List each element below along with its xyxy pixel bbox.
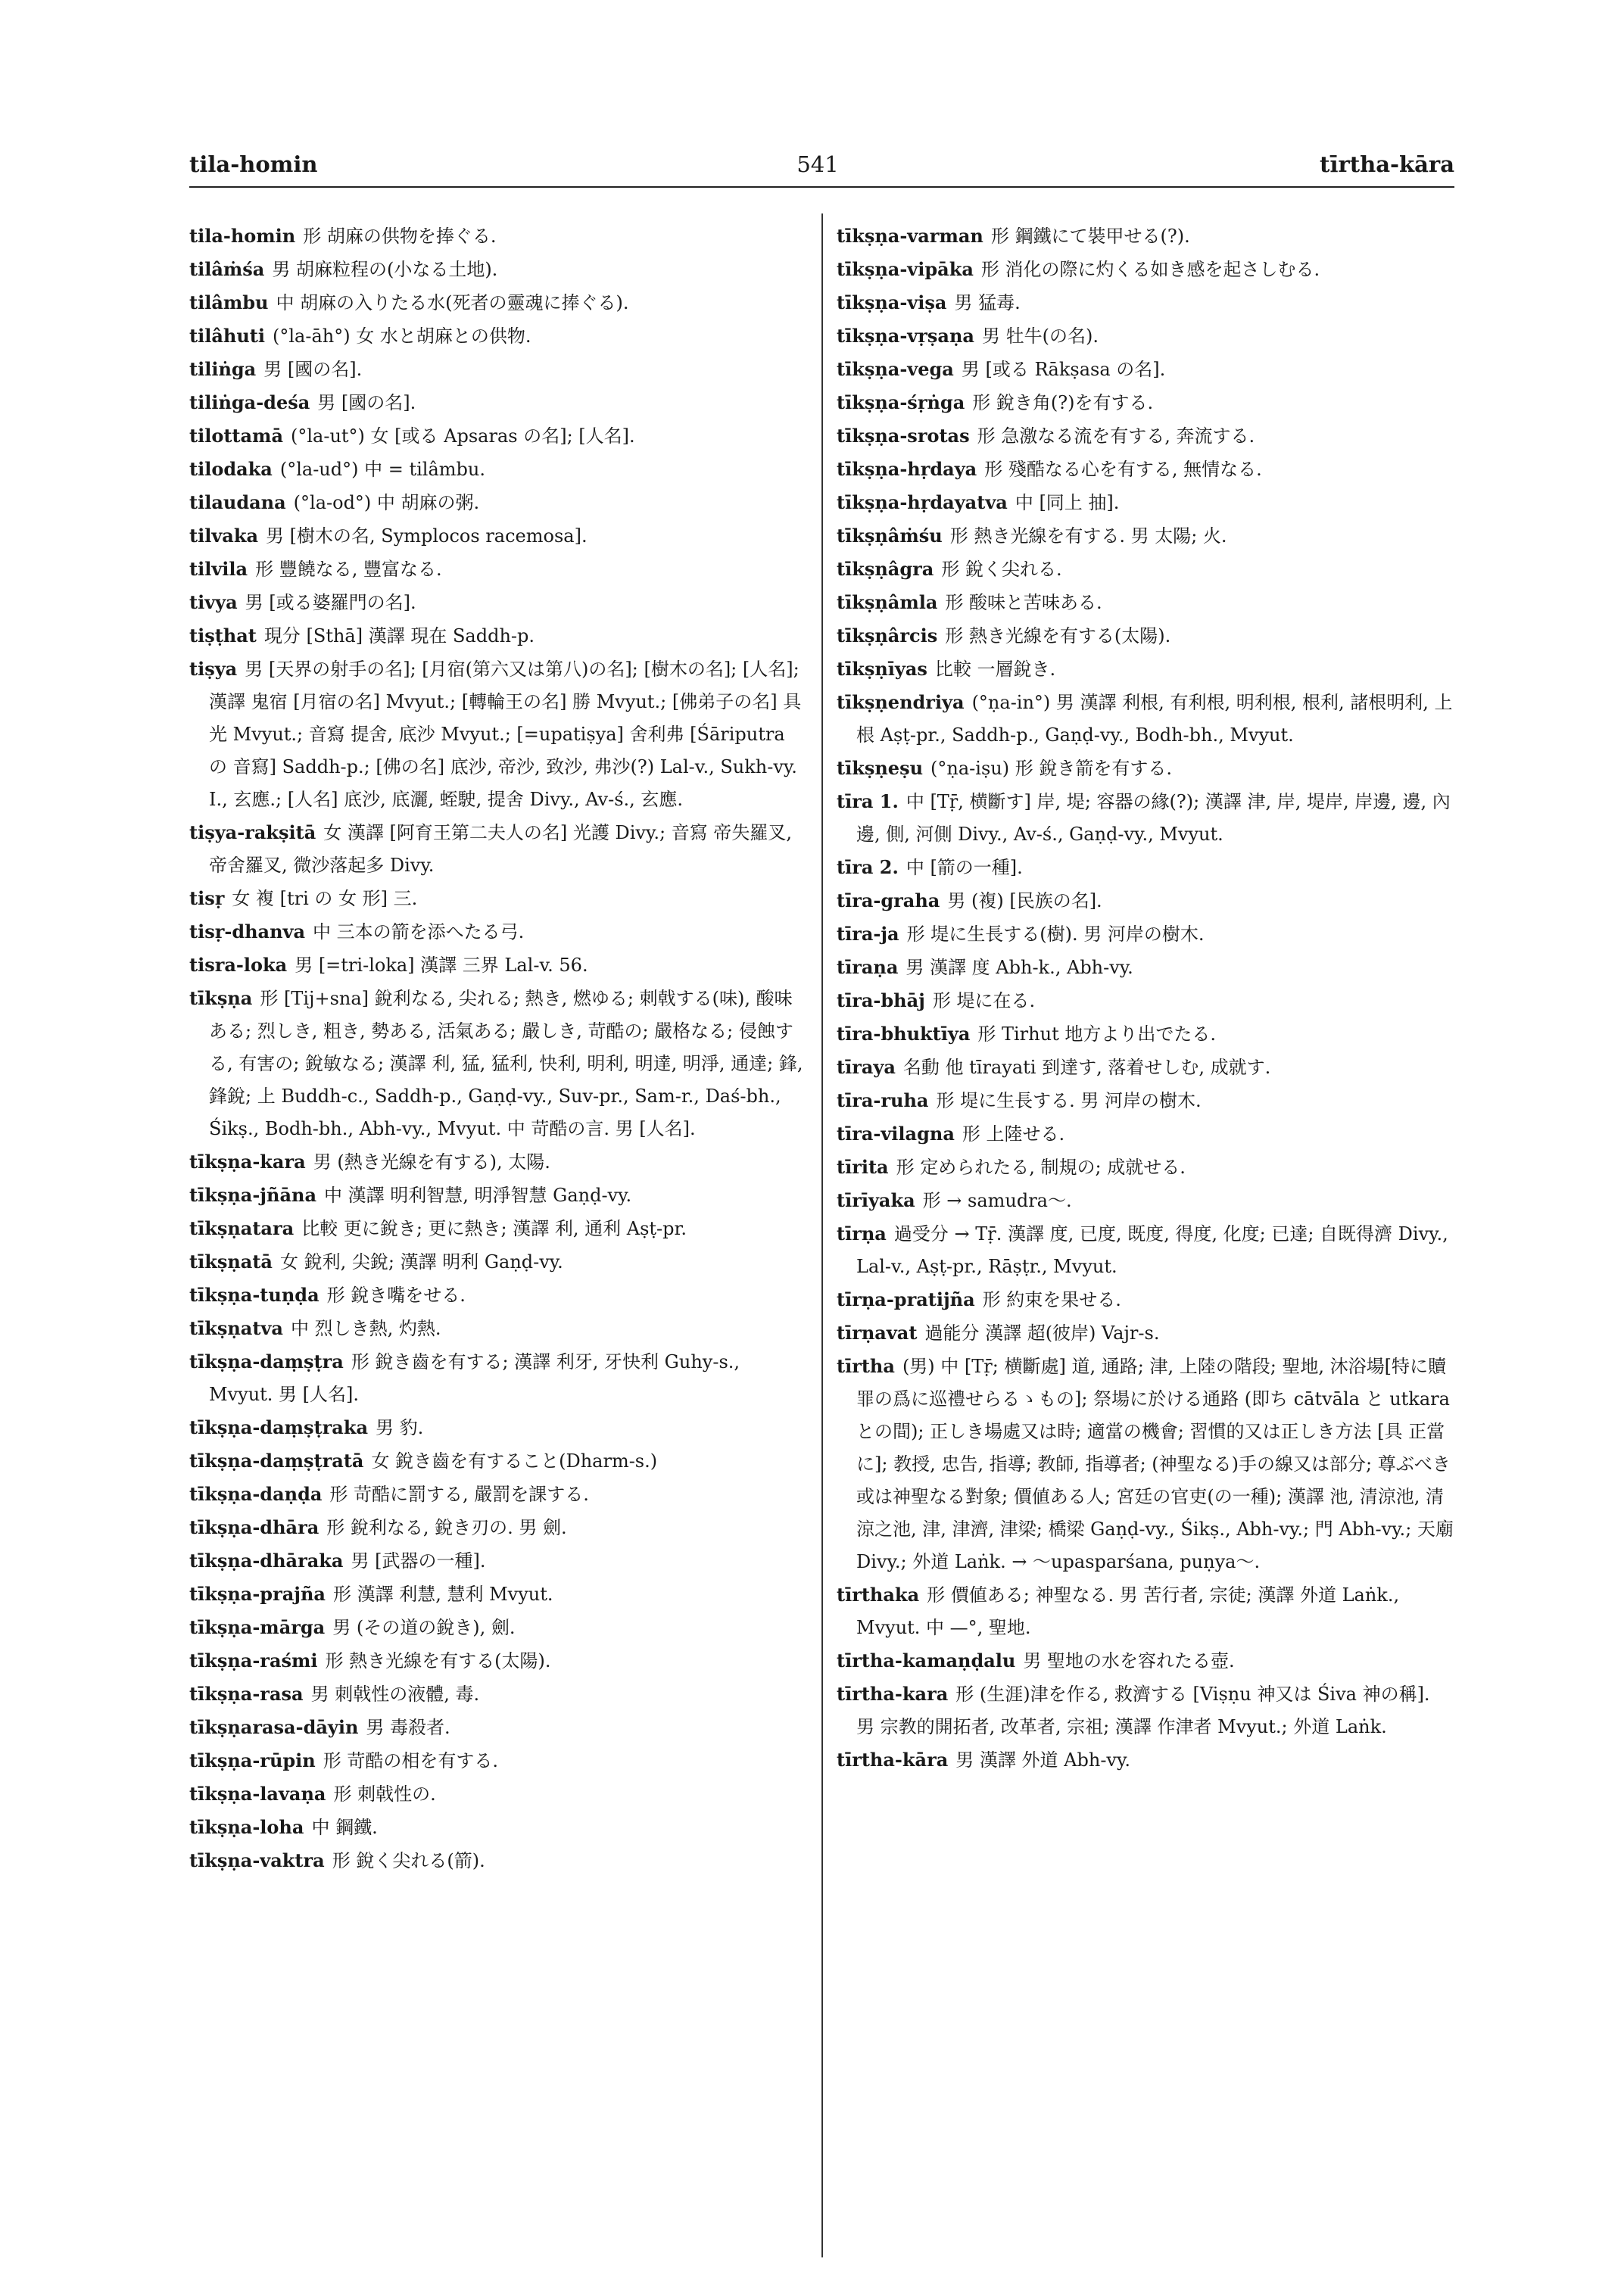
dictionary-entry bbox=[837, 1316, 1454, 1350]
entry-headword: tīkṣṇa-mārga bbox=[189, 1616, 326, 1638]
entry-definition: 男 [國の名]. bbox=[317, 392, 416, 413]
entry-headword: tīkṣṇa-dhāra bbox=[189, 1516, 320, 1538]
entry-definition: 女 銳き齒を有すること(Dharm-s.) bbox=[371, 1450, 658, 1472]
entry-definition: 形 殘酷なる心を有する, 無情なる. bbox=[984, 459, 1262, 480]
dictionary-entry bbox=[837, 220, 1454, 253]
dictionary-entry bbox=[837, 453, 1454, 486]
dictionary-entry bbox=[189, 319, 806, 353]
dictionary-entry bbox=[189, 486, 806, 519]
dictionary-entry bbox=[189, 419, 806, 453]
dictionary-entry bbox=[837, 619, 1454, 653]
entry-headword: tīkṣṇa-hṛdaya bbox=[837, 458, 977, 480]
entry-definition: 過受分 → Tṝ. 漢譯 度, 已度, 既度, 得度, 化度; 已達; 自既得濟 Divy., Lal-v., Aṣṭ-pr., Rāṣṭr., Mvyut. bbox=[856, 1223, 1448, 1277]
entry-headword: tīkṣṇa bbox=[189, 987, 253, 1009]
dictionary-entry bbox=[189, 1345, 806, 1411]
entry-headword: tīra 1. bbox=[837, 790, 899, 812]
entry-definition: 男 (その道の銳き), 劍. bbox=[332, 1617, 516, 1638]
entry-headword: tīkṣṇa-prajña bbox=[189, 1583, 326, 1605]
entry-headword: tīrtha-kara bbox=[837, 1683, 949, 1705]
dictionary-entry bbox=[837, 1283, 1454, 1316]
entry-definition: 形 銳く尖れる. bbox=[941, 559, 1062, 580]
entry-headword: tīraṇa bbox=[837, 956, 899, 978]
entry-headword: tilodaka bbox=[189, 458, 273, 480]
dictionary-entry bbox=[189, 353, 806, 386]
dictionary-entry bbox=[837, 653, 1454, 686]
entry-definition: 中 [同上 抽]. bbox=[1015, 492, 1120, 513]
header-rule bbox=[189, 186, 1454, 188]
entry-headword: tīkṣṇa-varman bbox=[837, 225, 983, 247]
entry-definition: 女 銳利, 尖銳; 漢譯 明利 Gaṇḍ-vy. bbox=[279, 1251, 563, 1273]
entry-definition: 中 漢譯 明利智慧, 明淨智慧 Gaṇḍ-vy. bbox=[324, 1185, 632, 1206]
dictionary-entry bbox=[189, 1279, 806, 1312]
entry-headword: tīkṣṇa-daṃṣṭra bbox=[189, 1351, 344, 1372]
entry-definition: 比較 更に銳き; 更に熱き; 漢譯 利, 通利 Aṣṭ-pr. bbox=[301, 1218, 687, 1239]
entry-definition: 形 消化の際に灼くる如き感を起さしむる. bbox=[980, 259, 1320, 280]
entry-definition: 男 猛毒. bbox=[954, 292, 1021, 313]
entry-definition: 形 Tirhut 地方より出でたる. bbox=[977, 1023, 1216, 1045]
entry-headword: tiṣṭhat bbox=[189, 625, 257, 646]
entry-definition: 形 熱き光線を有する(太陽). bbox=[325, 1650, 551, 1671]
entry-headword: tīkṣṇa-tuṇḍa bbox=[189, 1284, 320, 1306]
dictionary-entry bbox=[189, 1644, 806, 1678]
entry-headword: tīkṣṇa-lavaṇa bbox=[189, 1783, 326, 1805]
entry-definition: 形 堤に在る. bbox=[932, 990, 1036, 1011]
entry-headword: tīkṣṇa-dhāraka bbox=[189, 1550, 344, 1572]
dictionary-entry bbox=[837, 1217, 1454, 1283]
entry-definition: 現分 [Sthā] 漢譯 現在 Saddh-p. bbox=[263, 625, 535, 646]
entry-definition: 中 [箭の一種]. bbox=[906, 857, 1023, 878]
entry-headword: tīkṣṇâgra bbox=[837, 558, 934, 580]
entry-definition: 形 堤に生長する(樹). 男 河岸の樹木. bbox=[906, 924, 1205, 945]
dictionary-entry bbox=[189, 949, 806, 982]
entry-headword: tilvaka bbox=[189, 525, 258, 547]
dictionary-entry bbox=[189, 1711, 806, 1744]
entry-headword: tīkṣṇīyas bbox=[837, 658, 927, 680]
dictionary-entry bbox=[837, 984, 1454, 1017]
dictionary-entry bbox=[837, 918, 1454, 951]
entry-definition: 男 豹. bbox=[376, 1417, 424, 1438]
entry-headword: tīkṣṇarasa-dāyin bbox=[189, 1716, 359, 1738]
dictionary-entry bbox=[837, 884, 1454, 918]
entry-headword: tīkṣṇa-hṛdayatva bbox=[837, 491, 1008, 513]
dictionary-entry bbox=[837, 319, 1454, 353]
dictionary-entry bbox=[189, 253, 806, 286]
entry-definition: 形 苛酷に罰する, 嚴罰を課する. bbox=[329, 1484, 589, 1505]
entry-definition: 形 約束を果せる. bbox=[982, 1289, 1121, 1310]
entry-definition: (°ṇa-iṣu) 形 銳き箭を有する. bbox=[930, 758, 1172, 779]
entry-definition: 形 銳く尖れる(箭). bbox=[332, 1850, 485, 1871]
entry-headword: tīra-bhuktīya bbox=[837, 1023, 971, 1045]
entry-definition: 男 [或る婆羅門の名]. bbox=[245, 592, 416, 613]
entry-headword: tīra 2. bbox=[837, 856, 899, 878]
entry-headword: tīkṣṇa-vega bbox=[837, 358, 954, 380]
entry-definition: 男 (複) [民族の名]. bbox=[947, 890, 1102, 911]
entry-definition: 比較 一層銳き. bbox=[934, 659, 1056, 680]
dictionary-entry bbox=[837, 1184, 1454, 1217]
entry-definition: 過能分 漢譯 超(彼岸) Vajr-s. bbox=[924, 1323, 1160, 1344]
entry-headword: tiliṅga bbox=[189, 358, 257, 380]
entry-definition: 中 烈しき熱, 灼熱. bbox=[290, 1318, 441, 1339]
entry-definition: 形 銳き齒を有する; 漢譯 利牙, 牙快利 Guhy-s., Mvyut. 男 [人名]. bbox=[209, 1351, 740, 1405]
entry-headword: tīkṣṇa-vṛṣaṇa bbox=[837, 325, 974, 347]
entry-definition: 形 堤に生長する. 男 河岸の樹木. bbox=[936, 1090, 1202, 1111]
running-head-right: tīrtha-kāra bbox=[1320, 151, 1454, 177]
entry-headword: tīra-bhāj bbox=[837, 989, 925, 1011]
entry-headword: tisṛ bbox=[189, 887, 225, 909]
running-head-left: tila-homin bbox=[189, 151, 318, 177]
dictionary-entry bbox=[837, 1743, 1454, 1777]
dictionary-entry bbox=[189, 1179, 806, 1212]
entry-definition: 形 漢譯 利慧, 慧利 Mvyut. bbox=[332, 1584, 553, 1605]
entry-definition: 男 刺戟性の液體, 毒. bbox=[310, 1684, 480, 1705]
dictionary-entry bbox=[189, 220, 806, 253]
dictionary-entry bbox=[189, 519, 806, 553]
entry-headword: tīrtha-kamaṇḍalu bbox=[837, 1650, 1016, 1671]
dictionary-entry bbox=[837, 1678, 1454, 1743]
entry-headword: tīkṣṇa-kara bbox=[189, 1151, 306, 1173]
entry-headword: tīrtha bbox=[837, 1355, 895, 1377]
entry-headword: tisra-loka bbox=[189, 954, 288, 976]
entry-definition: 男 [或る Rākṣasa の名]. bbox=[961, 359, 1166, 380]
entry-headword: tīkṣṇa-śṛṅga bbox=[837, 391, 965, 413]
entry-headword: tilâmbu bbox=[189, 291, 269, 313]
dictionary-entry bbox=[837, 1644, 1454, 1678]
entry-definition: 女 漢譯 [阿育王第二夫人の名] 光護 Divy.; 音寫 帝失羅叉, 帝舍羅叉, 微沙落起多 Divy. bbox=[209, 822, 792, 876]
dictionary-entry bbox=[837, 586, 1454, 619]
entry-definition: 男 [=tri-loka] 漢譯 三界 Lal-v. 56. bbox=[295, 955, 588, 976]
dictionary-entry bbox=[189, 1212, 806, 1245]
entry-headword: tīra-vilagna bbox=[837, 1123, 955, 1145]
dictionary-entry bbox=[189, 1744, 806, 1777]
entry-headword: tīkṣṇa-raśmi bbox=[189, 1650, 318, 1671]
entry-headword: tiliṅga-deśa bbox=[189, 391, 310, 413]
entry-headword: tīra-ruha bbox=[837, 1089, 929, 1111]
entry-definition: 形 苛酷の相を有する. bbox=[323, 1750, 499, 1771]
entry-headword: tilâṁśa bbox=[189, 258, 265, 280]
entry-definition: (°la-ut°) 女 [或る Apsaras の名]; [人名]. bbox=[291, 425, 635, 447]
dictionary-entry bbox=[189, 553, 806, 586]
entry-headword: tīkṣṇâmla bbox=[837, 591, 938, 613]
entry-headword: tīrthaka bbox=[837, 1584, 920, 1606]
entry-headword: tīra-graha bbox=[837, 889, 940, 911]
entry-definition: (男) 中 [Tṝ; 横斷處] 道, 通路; 津, 上陸の階段; 聖地, 沐浴場[特に贖罪の爲に巡禮せらるゝもの]; 祭場に於ける通路 (即ち cātvāla と utkara との間); 正しき場處又は時; 適當の機會; 習慣的又は正しき方法 [具 正當に]; 教授, 忠告, 指導; 教師, 指導者; (神聖なる)手の線又は部分; 尊ぶべき或は神聖なる對象; 價値ある人; 宮廷の官吏(の一種); 漢譯 池, 清涼池, 清涼之池, 津, 津濟, 津梁; 橋梁 Gaṇḍ-vy., Śikṣ., Abh-vy.; 門 Abh-vy.; 天廟 Divy.; 外道 Laṅk. → 〜upasparśana, puṇya〜. bbox=[856, 1356, 1454, 1572]
dictionary-entry bbox=[189, 286, 806, 319]
dictionary-entry bbox=[189, 653, 806, 816]
dictionary-entry bbox=[189, 1811, 806, 1844]
entry-definition: 男 (熱き光線を有する), 太陽. bbox=[313, 1151, 550, 1173]
entry-definition: 女 複 [tri の 女 形] 三. bbox=[232, 888, 418, 909]
entry-definition: (°la-od°) 中 胡麻の粥. bbox=[293, 492, 480, 513]
entry-headword: tīkṣṇendriya bbox=[837, 691, 965, 713]
entry-definition: 男 [樹木の名, Symplocos racemosa]. bbox=[266, 525, 588, 547]
dictionary-entry bbox=[189, 882, 806, 915]
entry-definition: 男 聖地の水を容れたる壺. bbox=[1023, 1650, 1235, 1671]
dictionary-entry bbox=[189, 1444, 806, 1478]
entry-headword: tīkṣṇa-jñāna bbox=[189, 1184, 316, 1206]
entry-definition: 形 豐饒なる, 豐富なる. bbox=[255, 559, 442, 580]
dictionary-entry bbox=[189, 1245, 806, 1279]
entry-headword: tiṣya-rakṣitā bbox=[189, 821, 316, 843]
entry-headword: tīkṣṇa-daṃṣṭratā bbox=[189, 1450, 364, 1472]
entry-definition: (°la-ud°) 中 = tilâmbu. bbox=[279, 459, 485, 480]
entry-headword: tīkṣṇeṣu bbox=[837, 757, 924, 779]
entry-headword: tīkṣṇa-daṃṣṭraka bbox=[189, 1416, 369, 1438]
dictionary-entry bbox=[189, 982, 806, 1145]
dictionary-entry bbox=[837, 785, 1454, 851]
page-number: 541 bbox=[796, 151, 839, 177]
entry-definition: 形 價値ある; 神聖なる. 男 苦行者, 宗徒; 漢譯 外道 Laṅk., Mvyut. 中 —°, 聖地. bbox=[856, 1584, 1400, 1638]
entry-definition: (°ṇa-in°) 男 漢譯 利根, 有利根, 明利根, 根利, 諸根明利, 上根 Aṣṭ-pr., Saddh-p., Gaṇḍ-vy., Bodh-bh., Mvyut. bbox=[856, 692, 1453, 746]
entry-headword: tilvila bbox=[189, 558, 248, 580]
entry-definition: 中 三本の箭を添へたる弓. bbox=[313, 921, 525, 942]
entry-headword: tīrṇa bbox=[837, 1223, 887, 1245]
entry-definition: 中 胡麻の入りたる水(死者の靈魂に捧ぐる). bbox=[276, 292, 629, 313]
dictionary-entry bbox=[837, 1084, 1454, 1117]
entry-definition: (°la-āh°) 女 水と胡麻との供物. bbox=[272, 326, 531, 347]
dictionary-entry bbox=[837, 286, 1454, 319]
dictionary-entry bbox=[189, 1578, 806, 1611]
dictionary-entry bbox=[837, 386, 1454, 419]
entry-definition: 男 [武器の一種]. bbox=[351, 1550, 486, 1572]
entry-definition: 形 胡麻の供物を捧ぐる. bbox=[303, 226, 497, 247]
right-column bbox=[837, 220, 1454, 1777]
dictionary-entry bbox=[837, 686, 1454, 752]
entry-headword: tīrita bbox=[837, 1156, 889, 1178]
dictionary-entry bbox=[189, 915, 806, 949]
dictionary-entry bbox=[189, 1312, 806, 1345]
entry-headword: tīkṣṇa-rasa bbox=[189, 1683, 304, 1705]
dictionary-entry bbox=[189, 1478, 806, 1511]
entry-headword: tiṣya bbox=[189, 658, 238, 680]
dictionary-entry bbox=[837, 1117, 1454, 1151]
dictionary-entry bbox=[837, 353, 1454, 386]
entry-definition: 男 [天界の射手の名]; [月宿(第六又は第八)の名]; [樹木の名]; [人名]; 漢譯 鬼宿 [月宿の名] Mvyut.; [轉輪王の名] 勝 Mvyut.; [佛弟子の名] 具光 Mvyut.; 音寫 提舍, 底沙 Mvyut.; [=upatiṣya] 舍利弗 [Śāriputra の 音寫] Saddh-p.; [佛の名] 底沙, 帝沙, 致沙, 弗沙(?) Lal-v., Sukh-vy. I., 玄應.; [人名] 底沙, 底灑, 蛭駛, 提舍 Divy., Av-ś., 玄應. bbox=[209, 659, 802, 810]
left-column bbox=[189, 220, 806, 1877]
entry-headword: tilaudana bbox=[189, 491, 286, 513]
entry-headword: tīkṣṇa-vipāka bbox=[837, 258, 974, 280]
dictionary-entry bbox=[837, 851, 1454, 884]
entry-definition: 名動 他 tīrayati 到達す, 落着せしむ, 成就す. bbox=[902, 1057, 1271, 1078]
entry-headword: tīkṣṇâṁśu bbox=[837, 525, 943, 547]
entry-headword: tīkṣṇatā bbox=[189, 1251, 273, 1273]
dictionary-entry bbox=[837, 1151, 1454, 1184]
entry-definition: 男 胡麻粒程の(小なる土地). bbox=[272, 259, 498, 280]
dictionary-entry bbox=[189, 1678, 806, 1711]
entry-headword: tila-homin bbox=[189, 225, 296, 247]
entry-definition: 中 [Tṝ, 横斷す] 岸, 堤; 容器の緣(?); 漢譯 津, 岸, 堤岸, 岸邊, 邊, 內邊, 側, 河側 Divy., Av-ś., Gaṇḍ-vy., Mvyut. bbox=[856, 791, 1451, 845]
entry-headword: tilâhuti bbox=[189, 325, 265, 347]
dictionary-entry bbox=[837, 419, 1454, 453]
entry-definition: 形 刺戟性の. bbox=[333, 1784, 436, 1805]
entry-headword: tilottamā bbox=[189, 425, 283, 447]
dictionary-entry bbox=[189, 1511, 806, 1544]
entry-headword: tivya bbox=[189, 591, 238, 613]
dictionary-entry bbox=[189, 1145, 806, 1179]
dictionary-entry bbox=[189, 453, 806, 486]
dictionary-entry bbox=[189, 1544, 806, 1578]
column-divider bbox=[821, 213, 823, 2257]
entry-definition: 形 → samudra〜. bbox=[922, 1190, 1072, 1211]
dictionary-entry bbox=[189, 1611, 806, 1644]
dictionary-entry bbox=[837, 752, 1454, 785]
entry-definition: 男 [國の名]. bbox=[263, 359, 363, 380]
dictionary-entry bbox=[837, 1051, 1454, 1084]
entry-definition: 形 [Tij+sna] 銳利なる, 尖れる; 熱き, 燃ゆる; 刺戟する(味), 酸味ある; 烈しき, 粗き, 勢ある, 活氣ある; 嚴しき, 苛酷の; 嚴格なる; 侵蝕する, 有害の; 銳敏なる; 漢譯 利, 猛, 猛利, 快利, 明利, 明達, 明淨, 通達; 鋒, 鋒銳; 上 Buddh-c., Saddh-p., Gaṇḍ-vy., Suv-pr., Sam-r., Daś-bh., Śikṣ., Bodh-bh., Abh-vy., Mvyut. 中 苛酷の言. 男 [人名]. bbox=[209, 988, 803, 1139]
entry-headword: tīkṣṇa-rūpin bbox=[189, 1749, 316, 1771]
dictionary-entry bbox=[189, 619, 806, 653]
entry-definition: 形 熱き光線を有する. 男 太陽; 火. bbox=[949, 525, 1227, 547]
dictionary-entry bbox=[189, 1844, 806, 1877]
entry-headword: tīrtha-kāra bbox=[837, 1749, 949, 1771]
entry-definition: 形 (生涯)津を作る, 救濟する [Viṣṇu 神又は Śiva 神の稱]. 男 宗教的開拓者, 改革者, 宗祖; 漢譯 作津者 Mvyut.; 外道 Laṅk. bbox=[856, 1684, 1430, 1737]
entry-headword: tīkṣṇa-viṣa bbox=[837, 291, 947, 313]
dictionary-entry bbox=[837, 253, 1454, 286]
dictionary-entry bbox=[189, 586, 806, 619]
entry-definition: 形 上陸せる. bbox=[962, 1123, 1065, 1145]
dictionary-entry bbox=[837, 486, 1454, 519]
entry-headword: tīkṣṇa-daṇḍa bbox=[189, 1483, 323, 1505]
entry-headword: tīrīyaka bbox=[837, 1189, 915, 1211]
entry-definition: 形 銳利なる, 銳き刃の. 男 劍. bbox=[326, 1517, 567, 1538]
entry-headword: tīrṇavat bbox=[837, 1322, 918, 1344]
entry-definition: 男 牡牛(の名). bbox=[981, 326, 1099, 347]
entry-definition: 男 毒殺者. bbox=[366, 1717, 450, 1738]
entry-headword: tīkṣṇatva bbox=[189, 1317, 283, 1339]
entry-definition: 形 銳き角(?)を有する. bbox=[972, 392, 1154, 413]
dictionary-entry bbox=[189, 1777, 806, 1811]
entry-definition: 形 定められたる, 制規の; 成就せる. bbox=[896, 1157, 1186, 1178]
entry-definition: 形 急激なる流を有する, 奔流する. bbox=[977, 425, 1255, 447]
entry-definition: 形 鋼鐵にて裝甲せる(?). bbox=[990, 226, 1190, 247]
entry-headword: tīkṣṇatara bbox=[189, 1217, 295, 1239]
entry-headword: tīra-ja bbox=[837, 923, 899, 945]
dictionary-entry bbox=[189, 1411, 806, 1444]
entry-headword: tīraya bbox=[837, 1056, 896, 1078]
dictionary-entry bbox=[837, 519, 1454, 553]
dictionary-entry bbox=[189, 386, 806, 419]
entry-headword: tīkṣṇa-srotas bbox=[837, 425, 970, 447]
entry-headword: tīkṣṇârcis bbox=[837, 625, 938, 646]
dictionary-entry bbox=[837, 951, 1454, 984]
entry-definition: 形 熱き光線を有する(太陽). bbox=[945, 625, 1171, 646]
entry-headword: tīkṣṇa-vaktra bbox=[189, 1849, 325, 1871]
dictionary-entry bbox=[837, 1017, 1454, 1051]
entry-definition: 形 銳き嘴をせる. bbox=[326, 1285, 466, 1306]
dictionary-entry bbox=[837, 1578, 1454, 1644]
entry-headword: tīrṇa-pratijña bbox=[837, 1288, 975, 1310]
entry-headword: tisṛ-dhanva bbox=[189, 921, 306, 942]
entry-definition: 形 酸味と苦味ある. bbox=[945, 592, 1102, 613]
dictionary-entry bbox=[837, 1350, 1454, 1578]
dictionary-entry bbox=[837, 553, 1454, 586]
entry-definition: 男 漢譯 度 Abh-k., Abh-vy. bbox=[906, 957, 1133, 978]
entry-definition: 中 鋼鐵. bbox=[311, 1817, 378, 1838]
entry-definition: 男 漢譯 外道 Abh-vy. bbox=[955, 1749, 1130, 1771]
dictionary-entry bbox=[189, 816, 806, 882]
entry-headword: tīkṣṇa-loha bbox=[189, 1816, 304, 1838]
